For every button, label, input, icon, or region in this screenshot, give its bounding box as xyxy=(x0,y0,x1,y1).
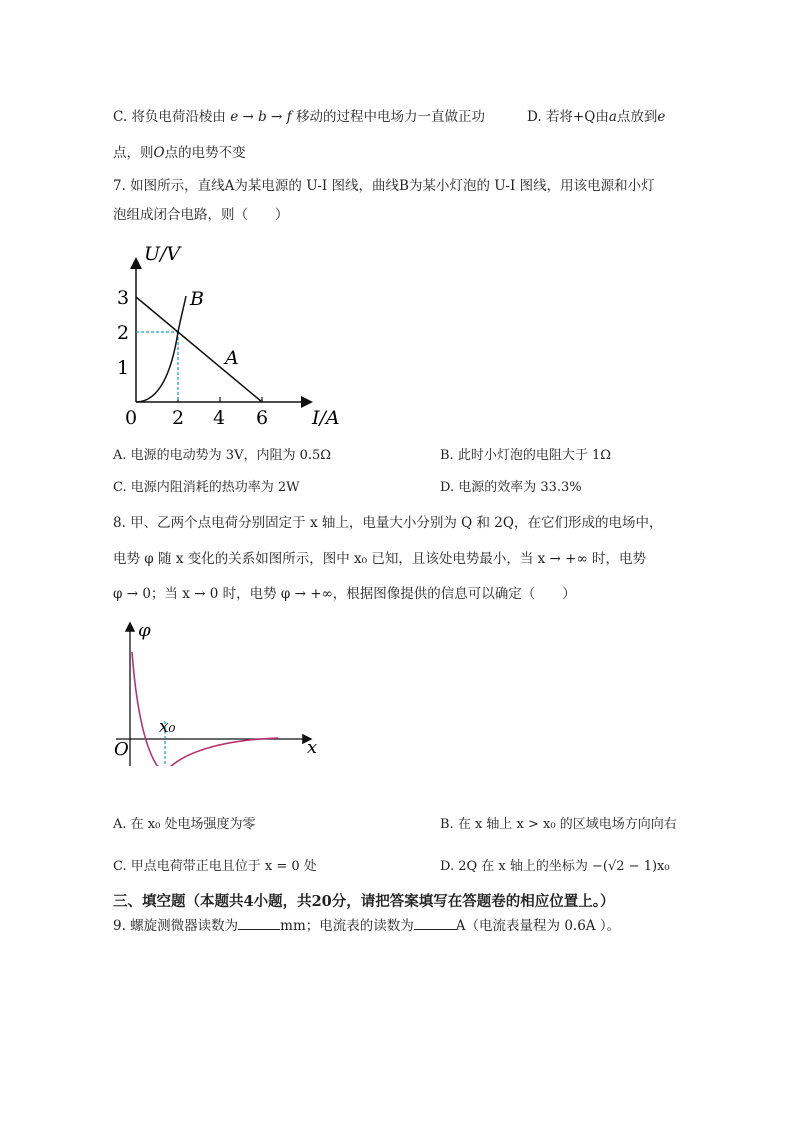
q8-option-d-label: D. xyxy=(440,859,455,874)
q8-origin-label: O xyxy=(114,739,129,760)
q8-option-d xyxy=(440,858,670,876)
q8-option-b-text: 在 x 轴上 x > x₀ 的区域电场方向向右 xyxy=(457,817,677,832)
q7-ui-graph xyxy=(112,238,352,428)
q7-y-tick-3: 3 xyxy=(117,287,130,309)
q6-option-c-text2: 移动的过程中电场力一直做正功 xyxy=(295,109,485,125)
q6-option-d-label: D. xyxy=(527,109,542,125)
q8-option-d-text: 2Q 在 x 轴上的坐标为 −(√2 − 1)x₀ xyxy=(458,859,670,874)
q7-option-c xyxy=(113,479,300,497)
q8-option-c xyxy=(113,858,317,876)
q7-option-a xyxy=(113,447,331,465)
q6-option-c-path: e → b → f xyxy=(230,109,292,125)
q7-x-tick-label-4: 4 xyxy=(213,407,226,428)
q8-stem-line1: 8. 甲、乙两个点电荷分别固定于 x 轴上，电量大小分别为 Q 和 2Q，在它们形成的电场中， xyxy=(113,515,663,531)
q6-option-d-cont-text1: 点，则 xyxy=(113,145,154,161)
q7-x-tick-label-2: 2 xyxy=(172,407,185,428)
q9-part1: 9. 螺旋测微器读数为 xyxy=(113,918,239,934)
q8-option-b-label: B. xyxy=(440,817,454,832)
q7-stem-line1: 7. 如图所示，直线A为某电源的 U-I 图线，曲线B为某小灯泡的 U-I 图线，用该电源和小灯 xyxy=(113,178,655,194)
q7-x-axis-label: I/A xyxy=(312,407,340,428)
q8-option-c-label: C. xyxy=(113,859,127,874)
q9-answer-blank-mm[interactable] xyxy=(238,917,280,930)
q6-option-d-cont-text2: 点的电势不变 xyxy=(164,145,246,161)
q8-min-label: x₀ xyxy=(159,717,176,737)
q7-origin-label: 0 xyxy=(125,407,138,428)
section-title-fill-in: 三、填空题（本题共4小题，共20分，请把答案填写在答题卷的相应位置上。） xyxy=(113,893,615,910)
q6-option-d-point-a: a xyxy=(608,109,617,125)
q8-potential-curve xyxy=(132,652,278,766)
q7-x-tick-label-6: 6 xyxy=(256,407,269,428)
q8-x-axis-label: x xyxy=(307,737,318,758)
q9-part2: A（电流表量程为 0.6A ）。 xyxy=(455,918,621,934)
q7-y-tick-2: 2 xyxy=(117,322,130,344)
q8-option-c-text: 甲点电荷带正电且位于 x = 0 处 xyxy=(130,859,317,874)
q6-option-d xyxy=(527,108,665,126)
q7-y-axis-label: U/V xyxy=(144,243,181,265)
q9-unit1: mm；电流表的读数为 xyxy=(280,918,414,934)
q7-option-d xyxy=(440,479,582,497)
q6-option-d-continued xyxy=(113,144,246,162)
q7-curve-b-label: B xyxy=(190,288,204,310)
q6-option-d-point-o: O xyxy=(153,145,165,161)
q7-y-tick-1: 1 xyxy=(117,357,130,379)
q8-option-b xyxy=(440,816,677,834)
q9-stem xyxy=(113,917,620,935)
q8-potential-graph xyxy=(112,616,332,766)
q7-line-a xyxy=(136,297,262,402)
q8-option-a-label: A. xyxy=(113,817,127,832)
q6-option-c xyxy=(113,108,485,126)
q6-option-d-text2: 点放到 xyxy=(616,109,658,125)
q8-stem-line2: 电势 φ 随 x 变化的关系如图所示，图中 x₀ 已知，且该处电势最小，当 x → +∞ 时，电势 xyxy=(113,551,646,567)
q8-y-axis-label: φ xyxy=(138,620,151,641)
q8-stem-line3: φ → 0；当 x → 0 时，电势 φ → +∞，根据图像提供的信息可以确定（ ） xyxy=(113,586,576,602)
q7-option-a-label: A. xyxy=(113,448,127,463)
q7-option-a-text: 电源的电动势为 3V，内阻为 0.5Ω xyxy=(130,448,332,463)
q6-option-d-point-e: e xyxy=(657,109,666,125)
q8-option-a xyxy=(113,816,255,834)
q6-option-d-text1: 若将+Q由 xyxy=(545,109,609,125)
q8-option-a-text: 在 x₀ 处电场强度为零 xyxy=(130,817,256,832)
q9-answer-blank-ampere[interactable] xyxy=(414,917,456,930)
q7-option-d-text: 电源的效率为 33.3% xyxy=(458,480,582,495)
q7-option-c-text: 电源内阻消耗的热功率为 2W xyxy=(130,480,300,495)
q7-option-c-label: C. xyxy=(113,480,127,495)
q7-line-a-label: A xyxy=(225,347,239,369)
q6-option-c-label: C. xyxy=(113,109,128,125)
q7-option-d-label: D. xyxy=(440,480,455,495)
q7-option-b xyxy=(440,447,611,465)
q7-stem-line2: 泡组成闭合电路，则（ ） xyxy=(113,207,289,223)
q6-option-c-text1: 将负电荷沿棱由 xyxy=(131,109,226,125)
q7-option-b-label: B. xyxy=(440,448,454,463)
q7-option-b-text: 此时小灯泡的电阻大于 1Ω xyxy=(457,448,612,463)
